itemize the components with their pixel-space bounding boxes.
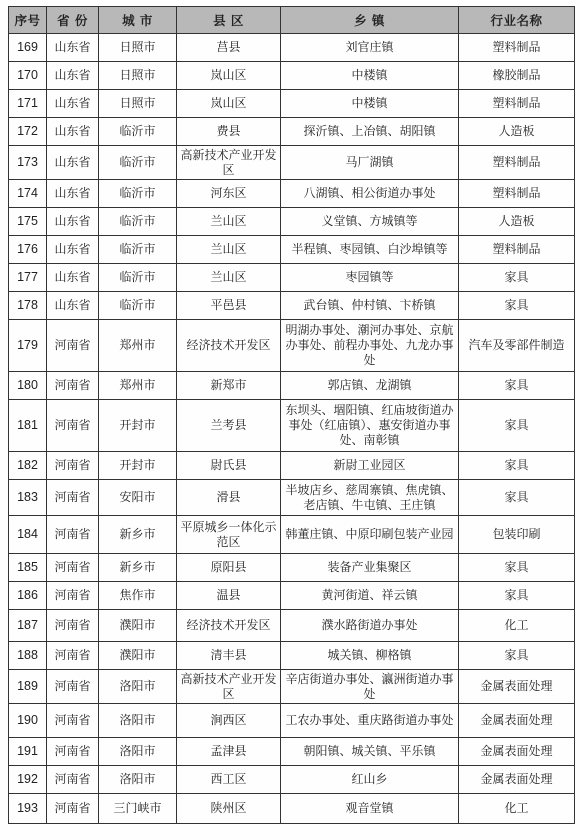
cell-town: 朝阳镇、城关镇、平乐镇 [281, 738, 459, 766]
cell-county: 清丰县 [177, 642, 281, 670]
cell-industry: 家具 [459, 554, 575, 582]
cell-town: 城关镇、柳格镇 [281, 642, 459, 670]
cell-county: 平邑县 [177, 292, 281, 320]
cell-province: 河南省 [47, 642, 99, 670]
cell-industry: 塑料制品 [459, 146, 575, 180]
cell-town: 中楼镇 [281, 90, 459, 118]
cell-town: 新尉工业园区 [281, 452, 459, 480]
cell-county: 高新技术产业开发区 [177, 146, 281, 180]
cell-county: 兰山区 [177, 236, 281, 264]
cell-industry: 人造板 [459, 118, 575, 146]
cell-serial: 186 [9, 582, 47, 610]
cell-serial: 178 [9, 292, 47, 320]
cell-city: 洛阳市 [99, 704, 177, 738]
cell-town: 半程镇、枣园镇、白沙埠镇等 [281, 236, 459, 264]
cell-county: 经济技术开发区 [177, 320, 281, 372]
cell-serial: 171 [9, 90, 47, 118]
cell-province: 河南省 [47, 582, 99, 610]
cell-town: 半坡店乡、慈周寨镇、焦虎镇、老店镇、牛屯镇、王庄镇 [281, 480, 459, 516]
cell-county: 原阳县 [177, 554, 281, 582]
cell-county: 兰山区 [177, 208, 281, 236]
cell-serial: 183 [9, 480, 47, 516]
table-row [9, 480, 575, 516]
cell-serial: 191 [9, 738, 47, 766]
table-row [9, 766, 575, 794]
cell-province: 河南省 [47, 554, 99, 582]
cell-industry: 塑料制品 [459, 90, 575, 118]
cell-county: 滑县 [177, 480, 281, 516]
cell-town: 工农办事处、重庆路街道办事处 [281, 704, 459, 738]
cell-city: 焦作市 [99, 582, 177, 610]
cell-serial: 184 [9, 516, 47, 554]
cell-city: 新乡市 [99, 554, 177, 582]
cell-province: 山东省 [47, 146, 99, 180]
header-province: 省 份 [47, 7, 99, 34]
cell-serial: 179 [9, 320, 47, 372]
cell-county: 岚山区 [177, 62, 281, 90]
cell-province: 河南省 [47, 480, 99, 516]
table-row [9, 62, 575, 90]
cell-industry: 化工 [459, 610, 575, 642]
table-row [9, 34, 575, 62]
cell-county: 孟津县 [177, 738, 281, 766]
header-industry: 行业名称 [459, 7, 575, 34]
cell-city: 新乡市 [99, 516, 177, 554]
cell-town: 枣园镇等 [281, 264, 459, 292]
cell-city: 郑州市 [99, 372, 177, 400]
cell-county: 岚山区 [177, 90, 281, 118]
cell-serial: 190 [9, 704, 47, 738]
cell-province: 山东省 [47, 236, 99, 264]
table-row [9, 642, 575, 670]
table-row [9, 292, 575, 320]
header-town: 乡 镇 [281, 7, 459, 34]
table-row [9, 704, 575, 738]
cell-province: 山东省 [47, 264, 99, 292]
header-serial: 序号 [9, 7, 47, 34]
cell-town: 武台镇、仲村镇、卞桥镇 [281, 292, 459, 320]
cell-town: 装备产业集聚区 [281, 554, 459, 582]
cell-province: 山东省 [47, 180, 99, 208]
cell-serial: 177 [9, 264, 47, 292]
table-row [9, 794, 575, 824]
cell-town: 辛店街道办事处、瀛洲街道办事处 [281, 670, 459, 704]
cell-province: 河南省 [47, 738, 99, 766]
cell-city: 临沂市 [99, 236, 177, 264]
cell-province: 山东省 [47, 292, 99, 320]
cell-town: 马厂湖镇 [281, 146, 459, 180]
cell-serial: 173 [9, 146, 47, 180]
cell-city: 开封市 [99, 400, 177, 452]
cell-industry: 家具 [459, 292, 575, 320]
cell-industry: 包装印刷 [459, 516, 575, 554]
industry-table [8, 6, 575, 824]
cell-town: 红山乡 [281, 766, 459, 794]
cell-province: 河南省 [47, 372, 99, 400]
cell-serial: 192 [9, 766, 47, 794]
cell-province: 河南省 [47, 400, 99, 452]
cell-serial: 174 [9, 180, 47, 208]
cell-province: 山东省 [47, 208, 99, 236]
cell-city: 安阳市 [99, 480, 177, 516]
cell-city: 临沂市 [99, 118, 177, 146]
cell-industry: 汽车及零部件制造 [459, 320, 575, 372]
cell-industry: 塑料制品 [459, 236, 575, 264]
table-row [9, 582, 575, 610]
cell-province: 河南省 [47, 320, 99, 372]
table-row [9, 180, 575, 208]
cell-county: 兰山区 [177, 264, 281, 292]
table-row [9, 90, 575, 118]
cell-industry: 家具 [459, 372, 575, 400]
cell-industry: 化工 [459, 794, 575, 824]
cell-county: 经济技术开发区 [177, 610, 281, 642]
cell-serial: 181 [9, 400, 47, 452]
cell-industry: 塑料制品 [459, 180, 575, 208]
cell-county: 西工区 [177, 766, 281, 794]
cell-county: 莒县 [177, 34, 281, 62]
cell-province: 河南省 [47, 516, 99, 554]
cell-city: 濮阳市 [99, 642, 177, 670]
cell-city: 日照市 [99, 62, 177, 90]
cell-industry: 金属表面处理 [459, 670, 575, 704]
cell-serial: 170 [9, 62, 47, 90]
cell-city: 洛阳市 [99, 670, 177, 704]
cell-county: 陕州区 [177, 794, 281, 824]
cell-city: 洛阳市 [99, 766, 177, 794]
header-city: 城 市 [99, 7, 177, 34]
cell-serial: 188 [9, 642, 47, 670]
cell-city: 临沂市 [99, 292, 177, 320]
cell-county: 平原城乡一体化示范区 [177, 516, 281, 554]
cell-province: 山东省 [47, 62, 99, 90]
cell-industry: 橡胶制品 [459, 62, 575, 90]
cell-industry: 家具 [459, 480, 575, 516]
table-row [9, 208, 575, 236]
cell-industry: 家具 [459, 400, 575, 452]
cell-province: 河南省 [47, 610, 99, 642]
header-county: 县 区 [177, 7, 281, 34]
cell-city: 日照市 [99, 34, 177, 62]
cell-county: 涧西区 [177, 704, 281, 738]
table-header-row [9, 7, 575, 34]
cell-province: 山东省 [47, 118, 99, 146]
cell-county: 温县 [177, 582, 281, 610]
cell-county: 兰考县 [177, 400, 281, 452]
cell-serial: 187 [9, 610, 47, 642]
cell-serial: 189 [9, 670, 47, 704]
table-row [9, 516, 575, 554]
cell-town: 观音堂镇 [281, 794, 459, 824]
cell-industry: 金属表面处理 [459, 738, 575, 766]
cell-industry: 家具 [459, 582, 575, 610]
cell-city: 临沂市 [99, 146, 177, 180]
table-row [9, 118, 575, 146]
cell-town: 明湖办事处、潮河办事处、京航办事处、前程办事处、九龙办事处 [281, 320, 459, 372]
cell-town: 义堂镇、方城镇等 [281, 208, 459, 236]
cell-serial: 172 [9, 118, 47, 146]
cell-town: 八湖镇、相公街道办事处 [281, 180, 459, 208]
cell-town: 刘官庄镇 [281, 34, 459, 62]
table-row [9, 610, 575, 642]
cell-city: 临沂市 [99, 264, 177, 292]
cell-industry: 家具 [459, 264, 575, 292]
cell-town: 探沂镇、上冶镇、胡阳镇 [281, 118, 459, 146]
cell-industry: 金属表面处理 [459, 766, 575, 794]
cell-province: 河南省 [47, 670, 99, 704]
table-row [9, 400, 575, 452]
cell-province: 山东省 [47, 90, 99, 118]
table-row [9, 670, 575, 704]
cell-city: 临沂市 [99, 208, 177, 236]
cell-county: 费县 [177, 118, 281, 146]
cell-city: 开封市 [99, 452, 177, 480]
cell-town: 濮水路街道办事处 [281, 610, 459, 642]
table-row [9, 320, 575, 372]
cell-city: 洛阳市 [99, 738, 177, 766]
cell-industry: 家具 [459, 452, 575, 480]
cell-industry: 金属表面处理 [459, 704, 575, 738]
cell-province: 河南省 [47, 766, 99, 794]
cell-province: 河南省 [47, 452, 99, 480]
table-row [9, 554, 575, 582]
cell-industry: 塑料制品 [459, 34, 575, 62]
cell-province: 河南省 [47, 794, 99, 824]
cell-serial: 180 [9, 372, 47, 400]
table-row [9, 146, 575, 180]
cell-industry: 家具 [459, 642, 575, 670]
table-row [9, 264, 575, 292]
table-row [9, 452, 575, 480]
cell-city: 郑州市 [99, 320, 177, 372]
cell-serial: 175 [9, 208, 47, 236]
cell-city: 临沂市 [99, 180, 177, 208]
cell-county: 新郑市 [177, 372, 281, 400]
cell-town: 中楼镇 [281, 62, 459, 90]
table-row [9, 738, 575, 766]
cell-town: 东坝头、堌阳镇、红庙坡街道办事处（红庙镇）、惠安街道办事处、南彰镇 [281, 400, 459, 452]
cell-serial: 185 [9, 554, 47, 582]
cell-serial: 193 [9, 794, 47, 824]
cell-town: 黄河街道、祥云镇 [281, 582, 459, 610]
cell-city: 三门峡市 [99, 794, 177, 824]
cell-serial: 169 [9, 34, 47, 62]
cell-province: 山东省 [47, 34, 99, 62]
cell-county: 高新技术产业开发区 [177, 670, 281, 704]
cell-town: 韩董庄镇、中原印刷包装产业园 [281, 516, 459, 554]
cell-serial: 176 [9, 236, 47, 264]
table-row [9, 372, 575, 400]
cell-industry: 人造板 [459, 208, 575, 236]
cell-province: 河南省 [47, 704, 99, 738]
cell-city: 濮阳市 [99, 610, 177, 642]
cell-city: 日照市 [99, 90, 177, 118]
cell-serial: 182 [9, 452, 47, 480]
table-row [9, 236, 575, 264]
cell-county: 尉氏县 [177, 452, 281, 480]
cell-county: 河东区 [177, 180, 281, 208]
cell-town: 郭店镇、龙湖镇 [281, 372, 459, 400]
